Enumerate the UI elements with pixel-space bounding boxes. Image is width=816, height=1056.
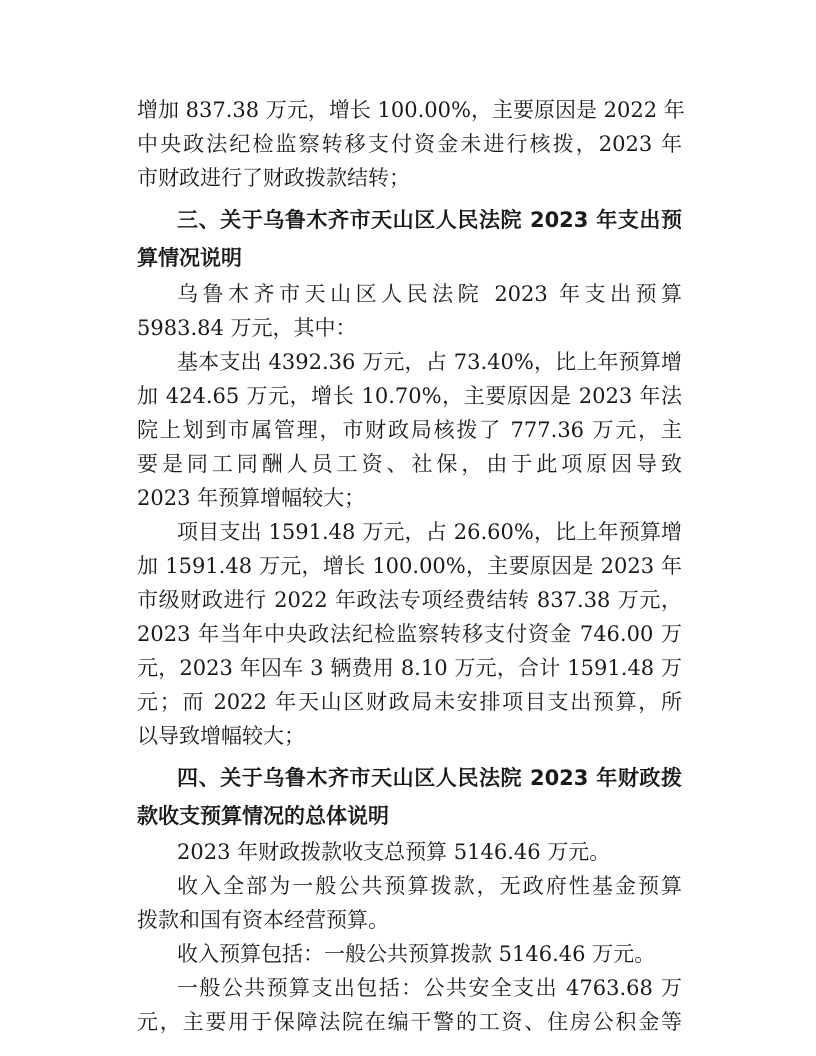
text-line: 2023 年当年中央政法纪检监察转移支付资金 746.00 万 [137, 622, 682, 646]
income-source-paragraph [137, 869, 682, 937]
text-line: 院上划到市属管理，市财政局核拨了 777.36 万元，主 [137, 418, 682, 442]
heading-line: 款收支预算情况的总体说明 [137, 804, 389, 828]
text-line: 一般公共预算支出包括：公共安全支出 4763.68 万 [177, 976, 682, 1000]
text-line: 元，主要用于保障法院在编干警的工资、住房公积金等 [137, 1010, 682, 1034]
continuation-paragraph [137, 93, 685, 195]
text-line: 加 1591.48 万元，增长 100.00%，主要原因是 2023 年 [137, 554, 682, 578]
text-line: 增加 837.38 万元，增长 100.00%，主要原因是 2022 年 [137, 98, 685, 122]
document-page [137, 93, 685, 1039]
income-items-paragraph [137, 937, 682, 971]
text-line: 收入预算包括：一般公共预算拨款 5146.46 万元。 [177, 942, 656, 966]
text-line: 以导致增幅较大； [137, 724, 305, 748]
text-line: 项目支出 1591.48 万元，占 26.60%，比上年预算增 [177, 520, 682, 544]
basic-expenditure-paragraph [137, 345, 682, 515]
section-3-intro [137, 277, 682, 345]
text-line: 元；而 2022 年天山区财政局未安排项目支出预算，所 [137, 690, 682, 714]
total-budget-paragraph [137, 835, 682, 869]
section-3-heading [137, 201, 682, 277]
text-line: 基本支出 4392.36 万元，占 73.40%，比上年预算增 [177, 350, 682, 374]
text-line: 2023 年预算增幅较大； [137, 486, 366, 510]
expense-paragraph [137, 971, 682, 1039]
text-line: 乌鲁木齐市天山区人民法院 2023 年支出预算 [177, 282, 682, 306]
heading-line: 三、关于乌鲁木齐市天山区人民法院 2023 年支出预 [177, 208, 682, 232]
text-line: 收入全部为一般公共预算拨款，无政府性基金预算 [177, 874, 682, 898]
text-line: 要是同工同酬人员工资、社保，由于此项原因导致 [137, 452, 682, 476]
text-line: 5983.84 万元，其中： [137, 316, 357, 340]
text-line: 市级财政进行 2022 年政法专项经费结转 837.38 万元， [137, 588, 682, 612]
section-4-heading [137, 759, 682, 835]
text-line: 中央政法纪检监察转移支付资金未进行核拨，2023 年 [137, 132, 682, 156]
text-line: 拨款和国有资本经营预算。 [137, 908, 389, 932]
text-line: 元，2023 年囚车 3 辆费用 8.10 万元，合计 1591.48 万 [137, 656, 682, 680]
heading-line: 四、关于乌鲁木齐市天山区人民法院 2023 年财政拨 [177, 766, 682, 790]
heading-line: 算情况说明 [137, 246, 242, 270]
text-line: 加 424.65 万元，增长 10.70%，主要原因是 2023 年法 [137, 384, 682, 408]
project-expenditure-paragraph [137, 515, 682, 753]
text-line: 市财政进行了财政拨款结转； [137, 166, 410, 190]
text-line: 2023 年财政拨款收支总预算 5146.46 万元。 [177, 840, 611, 864]
